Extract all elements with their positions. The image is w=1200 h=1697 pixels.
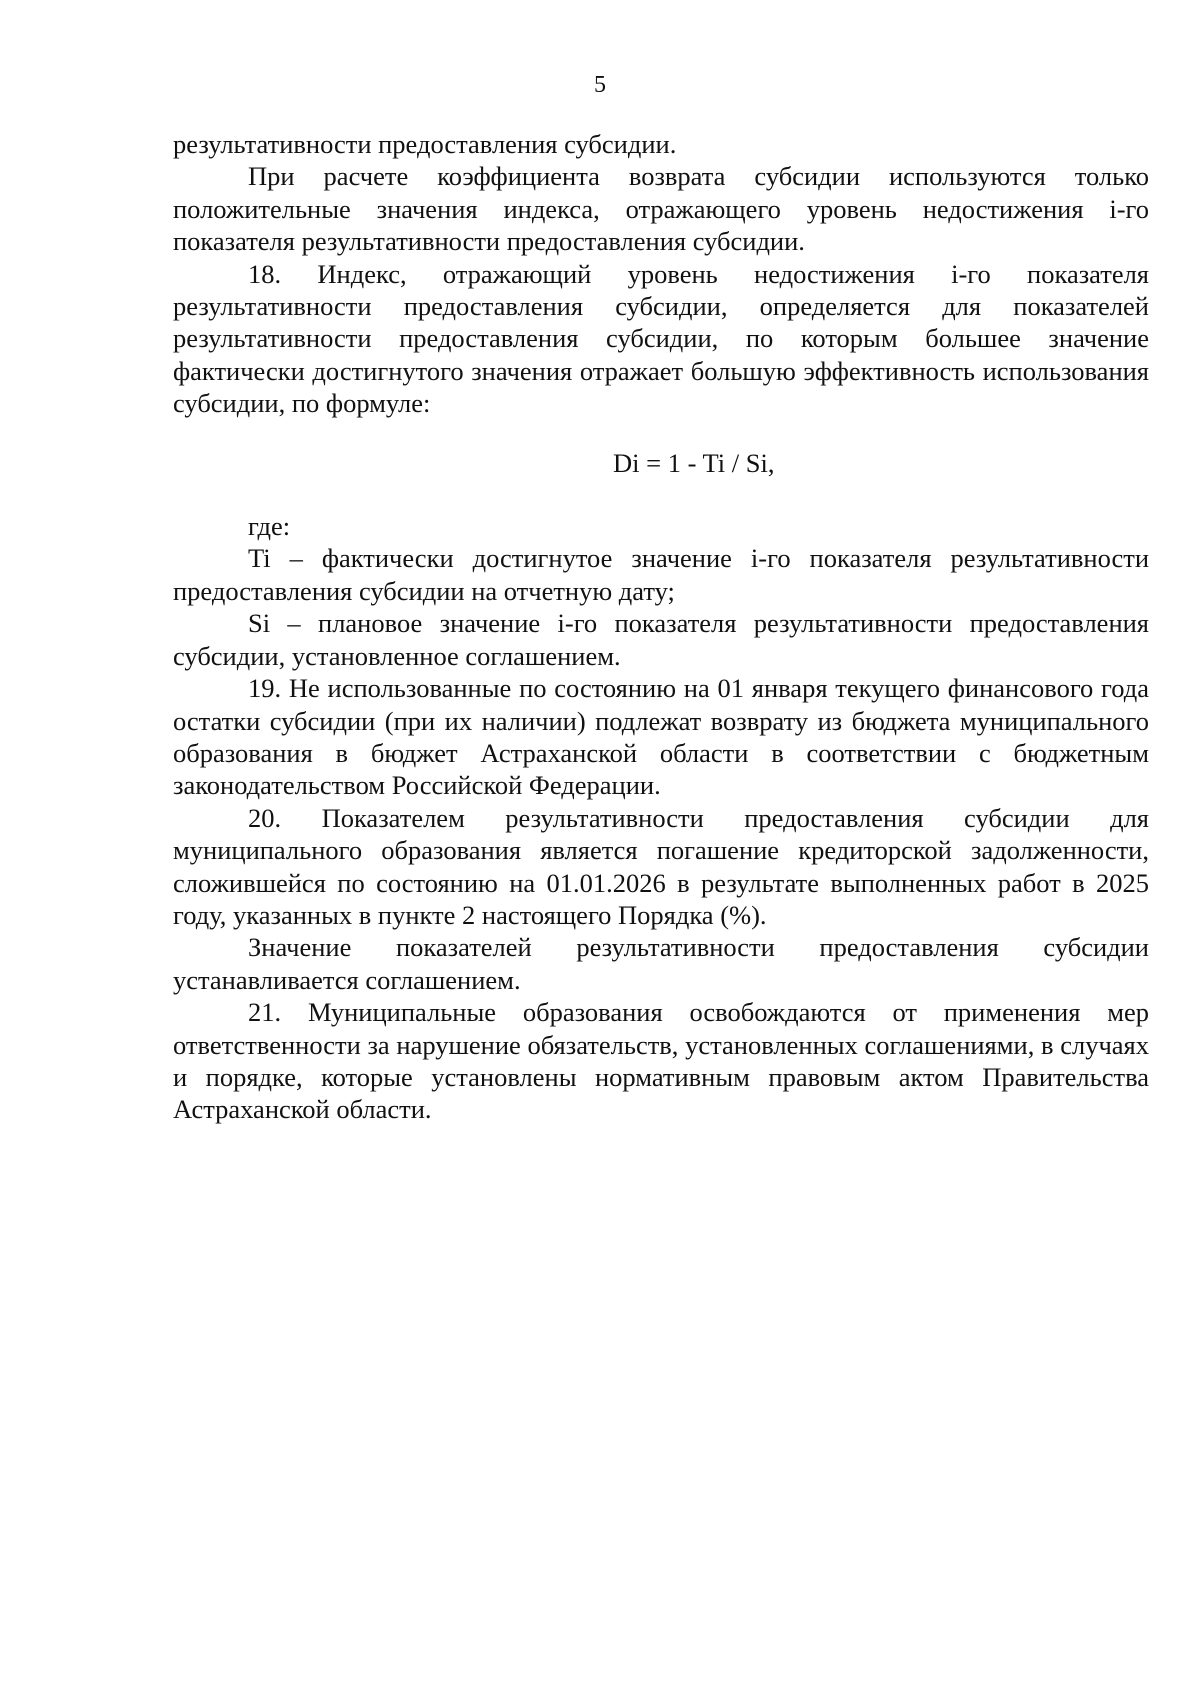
paragraph-coefficient-note: При расчете коэффициента возврата субсидии используются только положительные значения индекса, отражающего уровень недостижения i-го показателя результативности предоставления субсидии. — [173, 161, 1149, 257]
definition-ti: Ti – фактически достигнутое значение i-го показателя результативности предоставления субсидии на отчетную дату; — [173, 543, 1149, 606]
definition-si: Si – плановое значение i-го показателя результативности предоставления субсидии, установленное соглашением. — [173, 608, 1149, 671]
page-number: 5 — [594, 72, 606, 98]
where-label: где: — [248, 511, 291, 542]
paragraph-21: 21. Муниципальные образования освобождаются от применения мер ответственности за нарушение обязательств, установленных соглашениями, в случаях и порядке, которые установлены нормативным правовым актом Правительства Астраханской области. — [173, 997, 1149, 1125]
paragraph-indicator-values: Значение показателей результативности предоставления субсидии устанавливается соглашением. — [173, 932, 1149, 995]
paragraph-19: 19. Не использованные по состоянию на 01 января текущего финансового года остатки субсидии (при их наличии) подлежат возврату из бюджета муниципального образования в бюджет Астраханской области в соответствии с бюджетным законодательством Российской Федерации. — [173, 673, 1149, 801]
paragraph-20: 20. Показателем результативности предоставления субсидии для муниципального образования является погашение кредиторской задолженности, сложившейся по состоянию на 01.01.2026 в результате выполненных работ в 2025 году, указанных в пункте 2 настоящего Порядка (%). — [173, 802, 1149, 930]
paragraph-continuation: результативности предоставления субсидии. — [173, 129, 677, 159]
document-body — [173, 128, 1149, 1126]
paragraph-18: 18. Индекс, отражающий уровень недостижения i-го показателя результативности предоставления субсидии, определяется для показателей результативности предоставления субсидии, по которым большее значение фактически достигнутого значения отражает большую эффективность использования субсидии, по формуле: — [173, 258, 1149, 419]
formula: Di = 1 - Ti / Si, — [613, 447, 775, 478]
